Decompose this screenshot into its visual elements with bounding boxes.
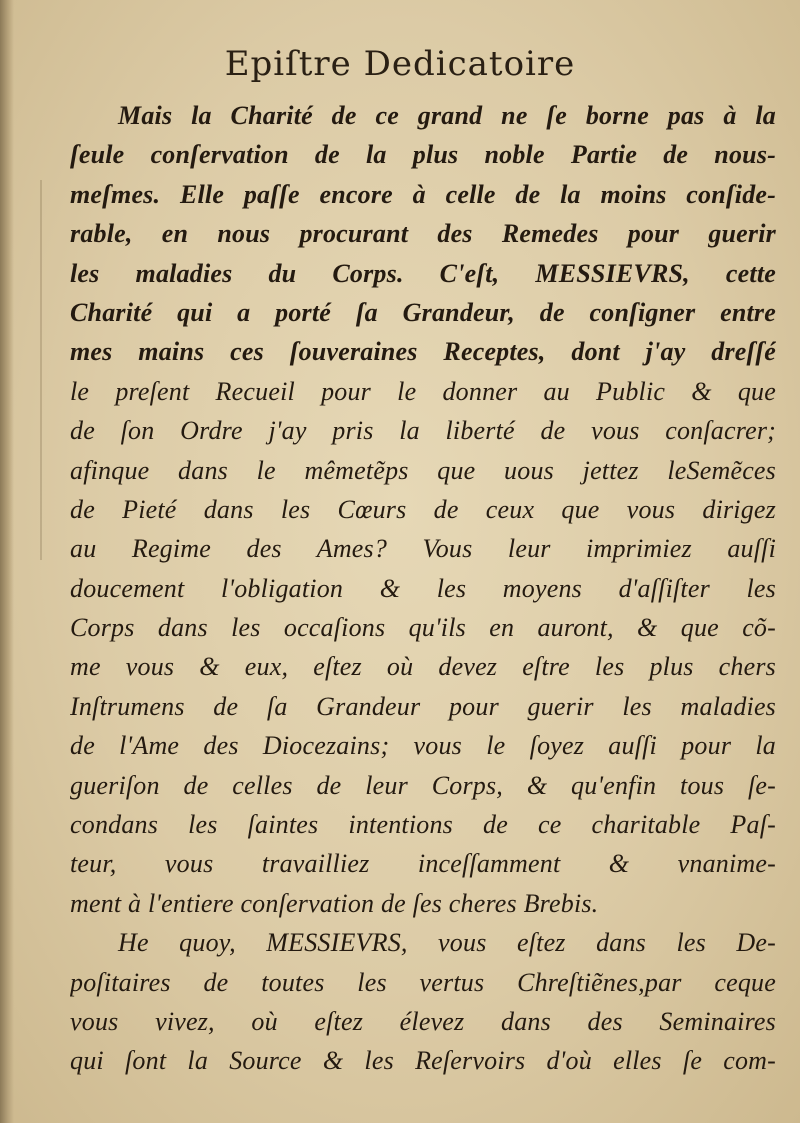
text-line: teur, vous travailliez inceſſamment & vnanime-	[70, 849, 776, 879]
text-line: afinque dans le mêmetẽps que uous jettez leSemẽces	[70, 455, 776, 485]
text-line: me vous & eux, eſtez où devez eſtre les plus chers	[70, 652, 776, 682]
text-line: les maladies du Corps. C'eſt, MESSIEVRS, cette	[70, 258, 776, 288]
body-text	[70, 96, 776, 1081]
text-line: Inſtrumens de ſa Grandeur pour guerir les maladies	[70, 691, 776, 721]
text-line: ſeule conſervation de la plus noble Partie de nous-	[70, 140, 776, 170]
text-line: meſmes. Elle paſſe encore à celle de la moins conſide-	[70, 179, 776, 209]
text-line: de l'Ame des Diocezains; vous le ſoyez auſſi pour la	[70, 731, 776, 761]
text-line: doucement l'obligation & les moyens d'aſſiſter les	[70, 573, 776, 603]
text-line: de Pieté dans les Cœurs de ceux que vous dirigez	[70, 494, 776, 524]
paper-shadow-line	[40, 180, 42, 560]
text-line: mes mains ces ſouveraines Receptes, dont j'ay dreſſé	[70, 337, 776, 367]
text-line: qui ſont la Source & les Reſervoirs d'où elles ſe com-	[70, 1046, 776, 1076]
text-line: Corps dans les occaſions qu'ils en auront, & que cõ-	[70, 613, 776, 643]
text-line: le preſent Recueil pour le donner au Public & que	[70, 376, 776, 406]
text-line: au Regime des Ames? Vous leur imprimiez auſſi	[70, 534, 776, 564]
text-line: rable, en nous procurant des Remedes pour guerir	[70, 219, 776, 249]
text-line: poſitaires de toutes les vertus Chreſtiẽnes,par ceque	[70, 967, 776, 997]
text-line: vous vivez, où eſtez élevez dans des Seminaires	[70, 1006, 776, 1036]
binding-gutter	[0, 0, 14, 1123]
text-line: gueriſon de celles de leur Corps, & qu'enfin tous ſe-	[70, 770, 776, 800]
text-line: He quoy, MESSIEVRS, vous eſtez dans les De-	[118, 928, 776, 958]
text-line: ment à l'entiere conſervation de ſes cheres Brebis.	[70, 888, 599, 918]
text-line: Charité qui a porté ſa Grandeur, de conſigner entre	[70, 297, 776, 327]
text-line: condans les ſaintes intentions de ce charitable Paſ-	[70, 810, 776, 840]
text-line: de ſon Ordre j'ay pris la liberté de vous conſacrer;	[70, 416, 776, 446]
text-line: Mais la Charité de ce grand ne ſe borne pas à la	[118, 101, 776, 130]
running-head: Epiſtre Dedicatoire	[224, 44, 576, 84]
